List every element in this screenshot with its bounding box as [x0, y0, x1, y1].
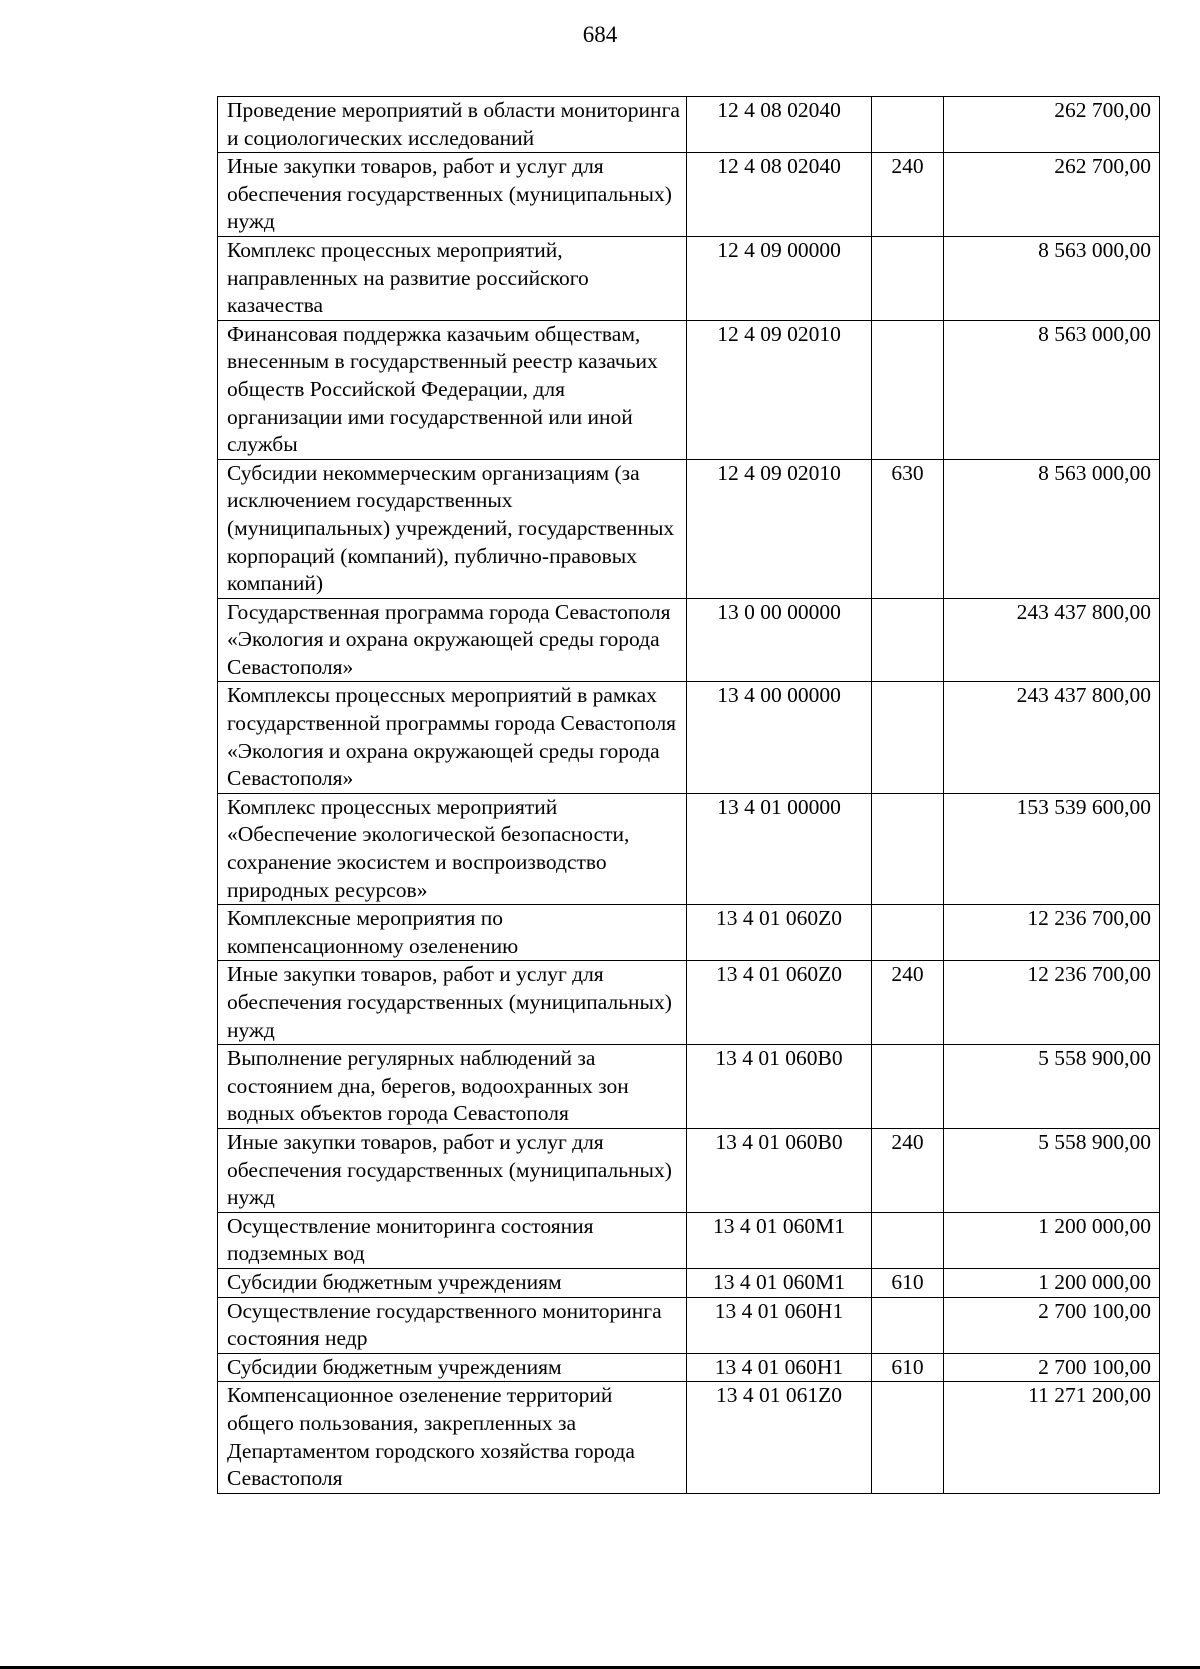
row-name-cell: Субсидии некоммерческим организациям (за исключением государственных (муниципальных) учреждений, государственных корпораций (компаний), публично-правовых компаний)	[218, 459, 687, 598]
row-code-cell: 12 4 09 02010	[687, 459, 872, 598]
row-amount-cell: 2 700 100,00	[944, 1297, 1160, 1353]
row-amount-cell: 262 700,00	[944, 97, 1160, 153]
row-name-cell: Комплекс процессных мероприятий, направленных на развитие российского казачества	[218, 236, 687, 320]
row-expense-type-cell	[872, 1297, 944, 1353]
row-code-cell: 13 4 01 060H1	[687, 1297, 872, 1353]
row-expense-type-cell	[872, 682, 944, 793]
row-name-cell: Комплексы процессных мероприятий в рамках государственной программы города Севастополя «Экология и охрана окружающей среды города Севастополя»	[218, 682, 687, 793]
row-amount-cell: 12 236 700,00	[944, 961, 1160, 1045]
page-number: 684	[582, 22, 618, 47]
table-row	[218, 1045, 1160, 1129]
row-name-cell: Субсидии бюджетным учреждениям	[218, 1353, 687, 1382]
row-amount-cell: 5 558 900,00	[944, 1045, 1160, 1129]
table-row	[218, 961, 1160, 1045]
row-amount-cell: 5 558 900,00	[944, 1128, 1160, 1212]
row-amount-cell: 8 563 000,00	[944, 320, 1160, 459]
table-row	[218, 1382, 1160, 1493]
row-amount-cell: 153 539 600,00	[944, 793, 1160, 904]
row-expense-type-cell	[872, 1045, 944, 1129]
row-code-cell: 12 4 09 00000	[687, 236, 872, 320]
row-code-cell: 13 4 01 060H1	[687, 1353, 872, 1382]
row-amount-cell: 1 200 000,00	[944, 1212, 1160, 1268]
row-expense-type-cell: 610	[872, 1268, 944, 1297]
row-expense-type-cell	[872, 1382, 944, 1493]
row-code-cell: 13 4 01 060M1	[687, 1268, 872, 1297]
row-expense-type-cell	[872, 598, 944, 682]
row-amount-cell: 1 200 000,00	[944, 1268, 1160, 1297]
table-row	[218, 598, 1160, 682]
row-expense-type-cell: 630	[872, 459, 944, 598]
row-code-cell: 13 4 00 00000	[687, 682, 872, 793]
row-expense-type-cell: 610	[872, 1353, 944, 1382]
row-name-cell: Осуществление государственного мониторинга состояния недр	[218, 1297, 687, 1353]
table-row	[218, 682, 1160, 793]
table-row	[218, 1297, 1160, 1353]
row-amount-cell: 243 437 800,00	[944, 682, 1160, 793]
row-code-cell: 13 0 00 00000	[687, 598, 872, 682]
row-code-cell: 13 4 01 060M1	[687, 1212, 872, 1268]
row-name-cell: Комплексные мероприятия по компенсационному озеленению	[218, 905, 687, 961]
row-amount-cell: 8 563 000,00	[944, 459, 1160, 598]
row-name-cell: Выполнение регулярных наблюдений за состоянием дна, берегов, водоохранных зон водных объектов города Севастополя	[218, 1045, 687, 1129]
table-row	[218, 1212, 1160, 1268]
row-code-cell: 13 4 01 061Z0	[687, 1382, 872, 1493]
row-expense-type-cell	[872, 320, 944, 459]
table-row	[218, 1268, 1160, 1297]
row-code-cell: 13 4 01 00000	[687, 793, 872, 904]
row-code-cell: 13 4 01 060B0	[687, 1128, 872, 1212]
row-expense-type-cell: 240	[872, 961, 944, 1045]
row-name-cell: Проведение мероприятий в области мониторинга и социологических исследований	[218, 97, 687, 153]
table-row	[218, 97, 1160, 153]
budget-table	[217, 96, 1160, 1494]
row-code-cell: 13 4 01 060Z0	[687, 961, 872, 1045]
row-code-cell: 13 4 01 060Z0	[687, 905, 872, 961]
table-row	[218, 320, 1160, 459]
row-amount-cell: 262 700,00	[944, 153, 1160, 237]
row-name-cell: Иные закупки товаров, работ и услуг для обеспечения государственных (муниципальных) нужд	[218, 961, 687, 1045]
row-name-cell: Компенсационное озеленение территорий общего пользования, закрепленных за Департаментом городского хозяйства города Севастополя	[218, 1382, 687, 1493]
row-amount-cell: 243 437 800,00	[944, 598, 1160, 682]
row-name-cell: Государственная программа города Севастополя «Экология и охрана окружающей среды города Севастополя»	[218, 598, 687, 682]
table-row	[218, 153, 1160, 237]
table-row	[218, 793, 1160, 904]
row-amount-cell: 2 700 100,00	[944, 1353, 1160, 1382]
row-code-cell: 12 4 09 02010	[687, 320, 872, 459]
table-row	[218, 236, 1160, 320]
row-expense-type-cell	[872, 236, 944, 320]
row-name-cell: Осуществление мониторинга состояния подземных вод	[218, 1212, 687, 1268]
row-expense-type-cell	[872, 905, 944, 961]
row-expense-type-cell	[872, 97, 944, 153]
table-row	[218, 1353, 1160, 1382]
row-name-cell: Иные закупки товаров, работ и услуг для обеспечения государственных (муниципальных) нужд	[218, 1128, 687, 1212]
row-name-cell: Комплекс процессных мероприятий «Обеспечение экологической безопасности, сохранение экосистем и воспроизводство природных ресурсов»	[218, 793, 687, 904]
row-expense-type-cell	[872, 1212, 944, 1268]
row-expense-type-cell: 240	[872, 153, 944, 237]
row-amount-cell: 8 563 000,00	[944, 236, 1160, 320]
row-amount-cell: 12 236 700,00	[944, 905, 1160, 961]
row-amount-cell: 11 271 200,00	[944, 1382, 1160, 1493]
row-name-cell: Субсидии бюджетным учреждениям	[218, 1268, 687, 1297]
row-expense-type-cell	[872, 793, 944, 904]
row-code-cell: 13 4 01 060B0	[687, 1045, 872, 1129]
row-expense-type-cell: 240	[872, 1128, 944, 1212]
table-row	[218, 459, 1160, 598]
row-name-cell: Финансовая поддержка казачьим обществам, внесенным в государственный реестр казачьих обществ Российской Федерации, для организации ими государственной или иной службы	[218, 320, 687, 459]
row-code-cell: 12 4 08 02040	[687, 153, 872, 237]
row-code-cell: 12 4 08 02040	[687, 97, 872, 153]
table-row	[218, 905, 1160, 961]
row-name-cell: Иные закупки товаров, работ и услуг для обеспечения государственных (муниципальных) нужд	[218, 153, 687, 237]
table-row	[218, 1128, 1160, 1212]
